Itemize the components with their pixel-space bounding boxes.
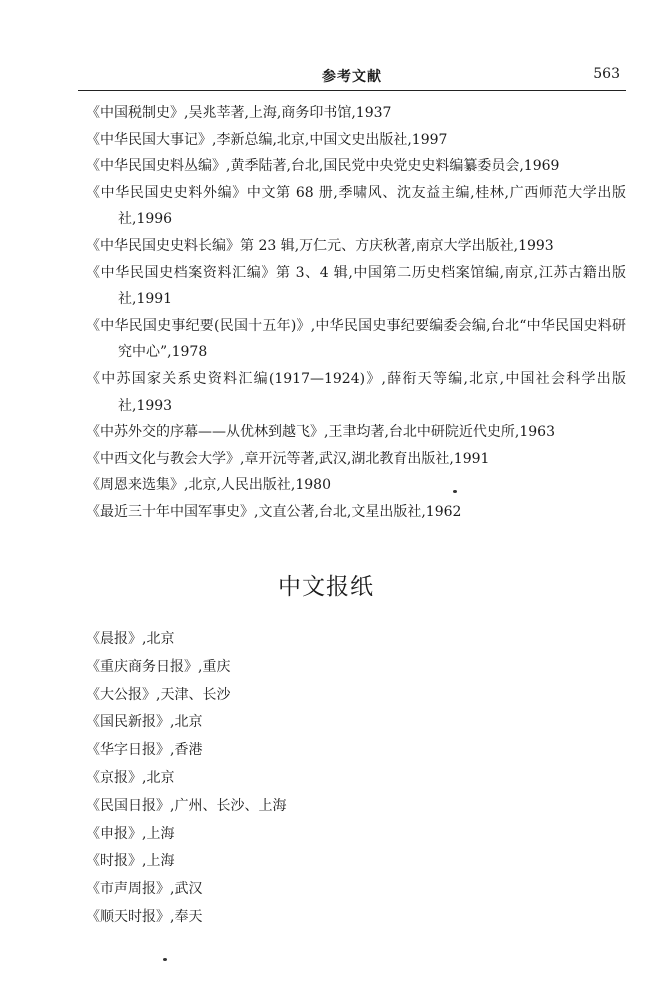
scan-speck — [163, 958, 167, 961]
bibliography-entry: 《最近三十年中国军事史》,文直公著,台北,文星出版社,1962 — [86, 503, 462, 520]
newspaper-entry: 《大公报》,天津、长沙 — [86, 686, 231, 703]
newspaper-entry: 《顺天时报》,奉天 — [86, 908, 203, 925]
bibliography-entry: 《中苏国家关系史资料汇编(1917—1924)》,薛衔天等编,北京,中国社会科学出版社,1993 — [86, 370, 626, 414]
bibliography-entry: 《中华民国史档案资料汇编》第 3、4 辑,中国第二历史档案馆编,南京,江苏古籍出版社,1991 — [86, 264, 626, 308]
newspaper-entry: 《华字日报》,香港 — [86, 742, 203, 759]
newspaper-entry: 《申报》,上海 — [86, 825, 175, 842]
running-header — [78, 62, 626, 91]
bibliography-entry: 《中国税制史》,吴兆莘著,上海,商务印书馆,1937 — [86, 105, 392, 121]
bibliography-entry: 《中华民国史史料长编》第 23 辑,万仁元、方庆秋著,南京大学出版社,1993 — [86, 237, 554, 254]
section-heading-newspapers: 中文报纸 — [278, 574, 374, 600]
newspaper-list — [86, 626, 626, 932]
newspaper-entry: 《京报》,北京 — [86, 769, 175, 786]
newspaper-entry: 《重庆商务日报》,重庆 — [86, 658, 231, 675]
newspaper-entry: 《晨报》,北京 — [86, 631, 175, 647]
bibliography-entry: 《中华民国史料丛编》,黄季陆著,台北,国民党中央党史史料编纂委员会,1969 — [86, 158, 560, 175]
bibliography-entry: 《中华民国史史料外编》中文第 68 册,季啸风、沈友益主编,桂林,广西师范大学出版社,1996 — [86, 184, 626, 228]
page-number: 563 — [593, 66, 620, 82]
newspaper-entry: 《民国日报》,广州、长沙、上海 — [86, 797, 287, 814]
bibliography-entry: 《中苏外交的序幕——从优林到越飞》,王聿均著,台北中研院近代史所,1963 — [86, 424, 555, 441]
scan-speck — [453, 490, 457, 493]
newspaper-entry: 《市声周报》,武汉 — [86, 881, 203, 898]
bibliography-entry: 《周恩来选集》,北京,人民出版社,1980 — [86, 477, 331, 494]
bibliography-entry: 《中华民国大事记》,李新总编,北京,中国文史出版社,1997 — [86, 131, 448, 148]
bibliography-list — [86, 100, 626, 526]
newspaper-entry: 《时报》,上海 — [86, 853, 175, 870]
bibliography-entry: 《中华民国史事纪要(民国十五年)》,中华民国史事纪要编委会编,台北“中华民国史料研究中心”,1978 — [86, 317, 626, 361]
running-header-title: 参考文献 — [322, 69, 382, 85]
newspaper-entry: 《国民新报》,北京 — [86, 714, 203, 731]
bibliography-entry: 《中西文化与教会大学》,章开沅等著,武汉,湖北教育出版社,1991 — [86, 450, 490, 467]
